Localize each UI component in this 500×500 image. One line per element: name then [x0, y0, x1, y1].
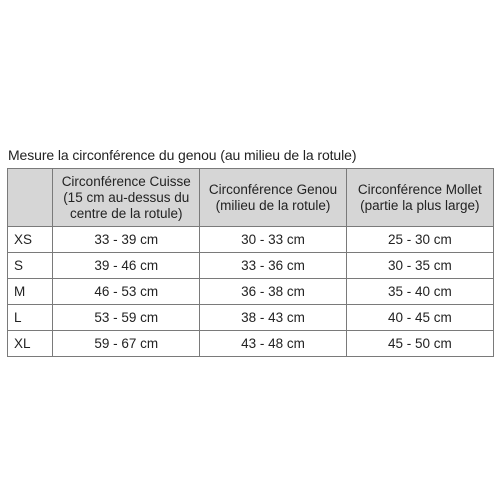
size-chart-table	[7, 168, 494, 357]
thigh-value: 53 - 59 cm	[53, 305, 200, 331]
table-row	[8, 227, 494, 253]
calf-value: 45 - 50 cm	[346, 331, 493, 357]
size-label: XL	[8, 331, 53, 357]
thigh-value: 33 - 39 cm	[53, 227, 200, 253]
size-label: XS	[8, 227, 53, 253]
header-size-cell	[8, 169, 53, 227]
table-row	[8, 253, 494, 279]
knee-value: 38 - 43 cm	[200, 305, 346, 331]
table-caption: Mesure la circonférence du genou (au milieu de la rotule)	[8, 147, 357, 163]
knee-value: 43 - 48 cm	[200, 331, 346, 357]
size-label: S	[8, 253, 53, 279]
thigh-value: 46 - 53 cm	[53, 279, 200, 305]
table-row	[8, 331, 494, 357]
table-row	[8, 279, 494, 305]
knee-value: 36 - 38 cm	[200, 279, 346, 305]
header-row	[8, 169, 494, 227]
calf-value: 40 - 45 cm	[346, 305, 493, 331]
calf-value: 30 - 35 cm	[346, 253, 493, 279]
table-row	[8, 305, 494, 331]
header-knee-circumference: Circonférence Genou (milieu de la rotule)	[200, 169, 346, 227]
size-label: M	[8, 279, 53, 305]
knee-value: 33 - 36 cm	[200, 253, 346, 279]
calf-value: 35 - 40 cm	[346, 279, 493, 305]
thigh-value: 39 - 46 cm	[53, 253, 200, 279]
header-thigh-circumference: Circonférence Cuisse (15 cm au-dessus du centre de la rotule)	[53, 169, 200, 227]
header-calf-circumference: Circonférence Mollet (partie la plus large)	[346, 169, 493, 227]
thigh-value: 59 - 67 cm	[53, 331, 200, 357]
calf-value: 25 - 30 cm	[346, 227, 493, 253]
size-label: L	[8, 305, 53, 331]
knee-value: 30 - 33 cm	[200, 227, 346, 253]
